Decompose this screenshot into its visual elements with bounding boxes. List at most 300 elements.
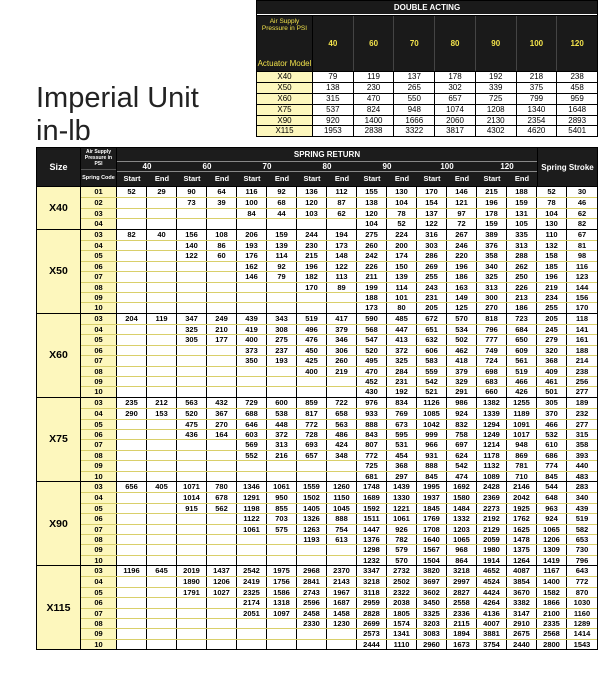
start-torque-cell: 231 <box>417 293 447 302</box>
spring-code-label: Spring Code <box>82 174 115 181</box>
stroke-end-cell: 141 <box>567 325 597 334</box>
table-row <box>81 197 597 207</box>
torque-cell: 137 <box>394 72 435 82</box>
end-torque-cell: 250 <box>507 272 537 281</box>
end-torque-cell: 3854 <box>507 577 537 586</box>
spring-stroke-header: Spring Stroke <box>537 148 597 186</box>
end-torque-cell: 542 <box>447 461 477 470</box>
spring-code-cell: 06 <box>81 598 117 607</box>
end-torque-cell: 246 <box>447 241 477 250</box>
size-group-rows <box>81 398 597 481</box>
start-torque-cell: 2369 <box>477 493 507 502</box>
start-torque-cell: 693 <box>297 440 327 449</box>
start-torque-cell: 316 <box>417 230 447 240</box>
pressure-header: 70 <box>262 162 272 171</box>
table-row <box>81 628 597 638</box>
end-torque-cell: 1264 <box>507 556 537 565</box>
torque-cell: 799 <box>517 94 558 104</box>
torque-cell: 2060 <box>435 116 476 126</box>
end-torque-cell: 2558 <box>447 598 477 607</box>
spring-code-cell: 03 <box>81 398 117 408</box>
end-torque-cell: 432 <box>207 398 237 408</box>
spring-code-cell: 06 <box>81 346 117 355</box>
start-torque-cell: 656 <box>117 482 147 492</box>
stroke-start-cell: 245 <box>537 325 567 334</box>
end-torque-cell: 579 <box>387 545 417 554</box>
start-torque-cell <box>177 219 207 228</box>
end-torque-cell: 832 <box>447 420 477 429</box>
end-torque-cell <box>327 387 357 396</box>
pressure-header: 80 <box>435 16 476 71</box>
end-torque-cell <box>327 545 357 554</box>
end-torque-cell: 538 <box>267 409 297 418</box>
start-torque-cell: 688 <box>237 409 267 418</box>
start-torque-cell <box>117 293 147 302</box>
start-torque-cell: 188 <box>357 293 387 302</box>
stroke-end-cell: 340 <box>567 493 597 502</box>
start-torque-cell: 777 <box>477 335 507 344</box>
spring-code-cell: 04 <box>81 577 117 586</box>
table-row <box>81 240 597 250</box>
torque-cell: 4302 <box>476 126 517 136</box>
start-torque-cell: 2542 <box>237 566 267 576</box>
end-torque-cell: 1097 <box>267 609 297 618</box>
start-torque-cell <box>177 525 207 534</box>
start-torque-cell <box>177 356 207 365</box>
end-torque-cell: 291 <box>447 387 477 396</box>
start-torque-cell <box>237 367 267 376</box>
end-torque-cell: 926 <box>387 525 417 534</box>
start-torque-cell: 269 <box>417 262 447 271</box>
end-torque-cell: 86 <box>207 241 237 250</box>
torque-cell: 138 <box>313 83 354 93</box>
spring-code-cell: 09 <box>81 377 117 386</box>
torque-cell: 920 <box>313 116 354 126</box>
end-torque-cell: 678 <box>207 493 237 502</box>
end-torque-cell: 29 <box>147 187 177 197</box>
torque-cell: 218 <box>517 72 558 82</box>
start-torque-cell: 270 <box>477 303 507 312</box>
table-row <box>81 513 597 523</box>
actuator-model-cell: X75 <box>257 105 313 115</box>
start-torque-cell: 1061 <box>237 525 267 534</box>
table-row <box>81 534 597 544</box>
end-torque-cell <box>207 525 237 534</box>
stroke-end-cell: 440 <box>567 461 597 470</box>
stroke-end-cell: 170 <box>567 303 597 312</box>
start-torque-cell: 569 <box>237 440 267 449</box>
end-torque-cell: 164 <box>207 430 237 439</box>
start-torque-cell: 313 <box>477 283 507 292</box>
start-torque-cell <box>117 504 147 513</box>
start-torque-cell: 303 <box>417 241 447 250</box>
double-acting-body <box>257 71 597 136</box>
start-torque-cell <box>177 535 207 544</box>
spring-return-body <box>37 186 597 649</box>
end-torque-cell: 1574 <box>387 619 417 628</box>
start-torque-cell <box>177 303 207 312</box>
end-torque-cell: 173 <box>327 241 357 250</box>
start-torque-cell <box>297 293 327 302</box>
size-group <box>37 565 597 649</box>
end-torque-cell <box>267 556 297 565</box>
end-torque-cell: 1061 <box>267 482 297 492</box>
end-torque-cell: 447 <box>387 325 417 334</box>
stroke-start-cell: 2335 <box>537 619 567 628</box>
end-torque-cell: 575 <box>267 525 297 534</box>
start-torque-cell <box>297 303 327 312</box>
pressure-header: 120 <box>500 162 514 171</box>
start-torque-cell <box>237 472 267 481</box>
end-torque-cell: 40 <box>147 230 177 240</box>
end-torque-cell: 968 <box>447 545 477 554</box>
spring-code-cell: 05 <box>81 588 117 597</box>
start-torque-cell: 724 <box>477 356 507 365</box>
start-torque-cell <box>297 377 327 386</box>
end-torque-cell: 570 <box>447 314 477 324</box>
stroke-end-cell: 582 <box>567 525 597 534</box>
start-torque-cell: 1214 <box>477 440 507 449</box>
size-header: Size <box>37 148 81 186</box>
stroke-end-cell: 214 <box>567 356 597 365</box>
end-torque-cell: 595 <box>387 430 417 439</box>
end-torque-cell: 270 <box>207 420 237 429</box>
start-torque-cell <box>177 619 207 628</box>
end-torque-cell: 78 <box>387 209 417 218</box>
start-torque-cell <box>117 262 147 271</box>
end-torque-cell <box>147 335 177 344</box>
start-torque-cell <box>297 629 327 638</box>
end-torque-cell: 335 <box>507 230 537 240</box>
start-torque-cell: 1980 <box>477 545 507 554</box>
torque-cell: 725 <box>476 94 517 104</box>
torque-cell: 3817 <box>435 126 476 136</box>
table-row <box>81 345 597 355</box>
end-torque-cell <box>267 219 297 228</box>
stroke-start-cell: 774 <box>537 461 567 470</box>
start-torque-cell <box>177 440 207 449</box>
spring-code-cell: 07 <box>81 609 117 618</box>
end-torque-cell: 64 <box>207 187 237 197</box>
actuator-model-cell: X50 <box>257 83 313 93</box>
end-torque-cell: 424 <box>327 440 357 449</box>
start-torque-cell: 521 <box>417 387 447 396</box>
spring-code-cell: 05 <box>81 335 117 344</box>
end-torque-cell: 703 <box>267 514 297 523</box>
start-torque-cell: 215 <box>477 187 507 197</box>
table-row <box>81 419 597 429</box>
end-torque-cell <box>147 535 177 544</box>
start-torque-cell <box>177 629 207 638</box>
start-torque-cell: 154 <box>417 198 447 207</box>
start-torque-cell: 193 <box>237 241 267 250</box>
end-torque-cell <box>207 367 237 376</box>
end-torque-cell: 130 <box>387 187 417 197</box>
spring-code-cell: 10 <box>81 387 117 396</box>
stroke-end-cell: 358 <box>567 440 597 449</box>
spring-code-cell: 07 <box>81 272 117 281</box>
stroke-end-cell: 277 <box>567 420 597 429</box>
stroke-end-cell: 62 <box>567 209 597 218</box>
start-torque-cell: 2596 <box>297 598 327 607</box>
end-torque-cell: 1061 <box>387 514 417 523</box>
end-torque-cell: 855 <box>267 504 297 513</box>
start-torque-cell: 120 <box>357 209 387 218</box>
start-torque-cell: 1249 <box>477 430 507 439</box>
end-torque-cell: 68 <box>267 198 297 207</box>
end-torque-cell: 869 <box>507 451 537 460</box>
end-torque-cell <box>147 588 177 597</box>
end-torque-cell <box>147 367 177 376</box>
end-torque-cell: 3218 <box>447 566 477 576</box>
stroke-start-cell: 110 <box>537 230 567 240</box>
end-torque-cell: 186 <box>507 303 537 312</box>
start-torque-cell: 1511 <box>357 514 387 523</box>
start-torque-cell: 242 <box>357 251 387 260</box>
table-row <box>81 208 597 218</box>
end-torque-cell: 1762 <box>507 514 537 523</box>
start-torque-cell: 966 <box>417 440 447 449</box>
start-torque-cell: 1748 <box>357 482 387 492</box>
stroke-end-cell: 232 <box>567 409 597 418</box>
end-torque-cell: 697 <box>447 440 477 449</box>
start-torque-cell: 1196 <box>117 566 147 576</box>
start-torque-cell: 122 <box>417 219 447 228</box>
end-torque-cell <box>267 367 297 376</box>
end-torque-cell: 97 <box>447 209 477 218</box>
start-torque-cell <box>117 609 147 618</box>
spring-code-cell: 09 <box>81 293 117 302</box>
start-torque-cell <box>177 461 207 470</box>
start-torque-cell <box>117 525 147 534</box>
end-torque-cell: 1687 <box>327 598 357 607</box>
stroke-end-cell: 483 <box>567 472 597 481</box>
start-torque-cell: 3450 <box>417 598 447 607</box>
start-torque-cell: 325 <box>177 325 207 334</box>
start-torque-cell: 2743 <box>297 588 327 597</box>
start-torque-cell: 657 <box>297 451 327 460</box>
start-torque-cell <box>117 629 147 638</box>
start-torque-cell: 155 <box>357 187 387 197</box>
start-torque-cell <box>177 346 207 355</box>
start-torque-cell: 2699 <box>357 619 387 628</box>
start-torque-cell: 1232 <box>357 556 387 565</box>
start-torque-cell: 1122 <box>237 514 267 523</box>
start-torque-cell: 3118 <box>357 588 387 597</box>
spring-code-cell: 08 <box>81 367 117 376</box>
end-torque-cell: 260 <box>327 356 357 365</box>
size-label: X40 <box>37 187 81 229</box>
start-torque-cell: 146 <box>237 272 267 281</box>
spring-code-cell: 06 <box>81 262 117 271</box>
end-torque-cell <box>207 262 237 271</box>
end-torque-cell: 313 <box>507 241 537 250</box>
start-torque-cell: 2059 <box>477 535 507 544</box>
end-torque-cell: 379 <box>447 367 477 376</box>
end-torque-cell: 758 <box>447 430 477 439</box>
start-torque-cell: 1447 <box>357 525 387 534</box>
end-torque-cell: 1458 <box>327 609 357 618</box>
start-torque-cell: 470 <box>357 367 387 376</box>
spring-code-cell: 05 <box>81 420 117 429</box>
torque-cell: 315 <box>313 94 354 104</box>
start-torque-cell <box>117 619 147 628</box>
start-torque-cell: 1567 <box>417 545 447 554</box>
end-torque-cell <box>327 219 357 228</box>
start-torque-cell <box>117 198 147 207</box>
start-torque-cell: 3218 <box>357 577 387 586</box>
start-torque-cell: 3203 <box>417 619 447 628</box>
start-torque-cell: 1126 <box>417 398 447 408</box>
start-torque-cell <box>117 251 147 260</box>
end-torque-cell <box>207 514 237 523</box>
end-torque-cell <box>267 303 297 312</box>
end-torque-cell: 72 <box>447 219 477 228</box>
start-torque-cell <box>117 346 147 355</box>
size-group-rows <box>81 230 597 313</box>
end-torque-cell <box>207 451 237 460</box>
size-label: X50 <box>37 230 81 313</box>
start-torque-cell <box>177 283 207 292</box>
start-torque-cell: 603 <box>237 430 267 439</box>
start-torque-cell <box>117 209 147 218</box>
end-torque-cell <box>147 325 177 334</box>
end-torque-cell: 1375 <box>507 545 537 554</box>
start-torque-cell: 520 <box>177 409 207 418</box>
pressure-header: 60 <box>354 16 395 71</box>
start-torque-cell <box>237 640 267 649</box>
end-torque-cell: 2146 <box>507 482 537 492</box>
start-torque-cell: 2273 <box>477 504 507 513</box>
start-torque-cell: 2458 <box>297 609 327 618</box>
start-torque-cell <box>117 472 147 481</box>
table-row <box>81 366 597 376</box>
start-torque-cell: 116 <box>237 187 267 197</box>
spring-code-cell: 08 <box>81 283 117 292</box>
spring-return-header <box>37 148 597 186</box>
stroke-start-cell: 532 <box>537 430 567 439</box>
table-row <box>81 334 597 344</box>
start-torque-cell: 817 <box>297 409 327 418</box>
start-torque-cell: 389 <box>477 230 507 240</box>
end-torque-cell: 1260 <box>327 482 357 492</box>
end-torque-cell: 2675 <box>507 629 537 638</box>
actuator-model-cell: X60 <box>257 94 313 104</box>
pressure-header: 90 <box>476 16 517 71</box>
end-torque-cell: 105 <box>507 219 537 228</box>
end-torque-cell: 62 <box>327 209 357 218</box>
end-torque-cell <box>147 609 177 618</box>
torque-cell: 178 <box>435 72 476 82</box>
end-torque-cell <box>207 556 237 565</box>
end-torque-cell: 159 <box>267 230 297 240</box>
end-torque-cell <box>327 472 357 481</box>
end-torque-cell: 1027 <box>207 588 237 597</box>
start-torque-cell: 4264 <box>477 598 507 607</box>
end-torque-cell <box>207 640 237 649</box>
end-torque-cell <box>327 377 357 386</box>
start-torque-cell: 1405 <box>297 504 327 513</box>
start-torque-cell: 999 <box>417 430 447 439</box>
start-torque-cell: 340 <box>477 262 507 271</box>
spring-code-cell: 10 <box>81 303 117 312</box>
torque-cell: 2838 <box>354 126 395 136</box>
start-torque-cell <box>237 283 267 292</box>
start-torque-cell: 2192 <box>477 514 507 523</box>
start-torque-cell: 1769 <box>417 514 447 523</box>
torque-cell: 1666 <box>394 116 435 126</box>
end-torque-cell: 1925 <box>507 504 537 513</box>
start-header: Start <box>183 174 201 183</box>
torque-cell: 550 <box>394 94 435 104</box>
size-group <box>37 186 597 229</box>
end-torque-cell: 343 <box>267 314 297 324</box>
end-torque-cell: 1150 <box>327 493 357 502</box>
end-torque-cell <box>267 535 297 544</box>
double-acting-row <box>257 115 597 126</box>
start-torque-cell: 439 <box>237 314 267 324</box>
end-torque-cell <box>207 283 237 292</box>
stroke-end-cell: 796 <box>567 556 597 565</box>
start-torque-cell: 1198 <box>237 504 267 513</box>
end-torque-cell: 531 <box>387 440 417 449</box>
end-torque-cell: 1586 <box>267 588 297 597</box>
end-torque-cell: 60 <box>207 251 237 260</box>
end-torque-cell <box>147 262 177 271</box>
stroke-end-cell: 256 <box>567 377 597 386</box>
end-torque-cell: 219 <box>327 367 357 376</box>
stroke-start-cell: 1400 <box>537 577 567 586</box>
start-header: Start <box>243 174 261 183</box>
end-torque-cell: 119 <box>147 314 177 324</box>
double-acting-header-row <box>257 15 597 71</box>
end-torque-cell: 297 <box>387 472 417 481</box>
end-torque-cell: 114 <box>267 251 297 260</box>
start-torque-cell: 672 <box>417 314 447 324</box>
end-torque-cell <box>207 545 237 554</box>
start-torque-cell: 559 <box>417 367 447 376</box>
start-torque-cell: 173 <box>357 303 387 312</box>
end-torque-cell: 1756 <box>267 577 297 586</box>
end-torque-cell: 462 <box>447 346 477 355</box>
start-header: Start <box>483 174 501 183</box>
table-row <box>81 408 597 418</box>
end-torque-cell: 474 <box>447 472 477 481</box>
end-torque-cell <box>207 535 237 544</box>
stroke-start-cell: 1582 <box>537 588 567 597</box>
stroke-start-cell: 104 <box>537 209 567 218</box>
start-torque-cell: 300 <box>477 293 507 302</box>
start-torque-cell: 698 <box>477 367 507 376</box>
stroke-start-cell: 544 <box>537 482 567 492</box>
end-torque-cell: 249 <box>207 314 237 324</box>
start-torque-cell: 347 <box>177 314 207 324</box>
end-header: End <box>154 174 170 183</box>
stroke-end-cell: 116 <box>567 262 597 271</box>
torque-cell: 959 <box>557 94 597 104</box>
end-torque-cell: 39 <box>207 198 237 207</box>
spring-code-cell: 03 <box>81 230 117 240</box>
start-torque-cell: 475 <box>177 420 207 429</box>
start-torque-cell <box>117 451 147 460</box>
start-torque-cell: 1504 <box>417 556 447 565</box>
end-torque-cell <box>327 461 357 470</box>
start-torque-cell: 1995 <box>417 482 447 492</box>
title-line-2: in-lb <box>36 115 91 147</box>
end-torque-cell <box>207 472 237 481</box>
start-torque-cell: 632 <box>417 335 447 344</box>
start-torque-cell: 137 <box>417 209 447 218</box>
